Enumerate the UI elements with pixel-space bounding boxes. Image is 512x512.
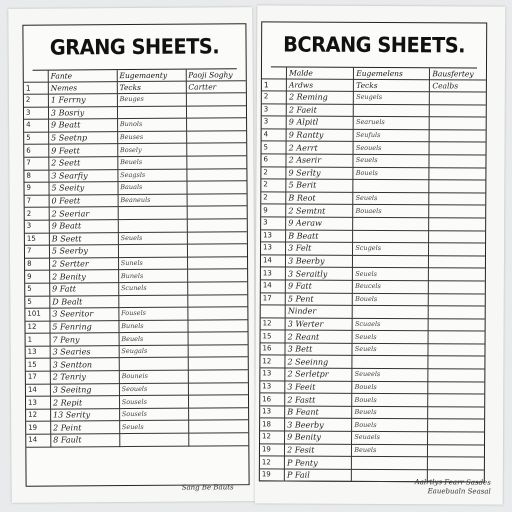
- row-extra: [187, 244, 247, 257]
- subheader-cell: Tecks: [117, 81, 186, 93]
- row-number: 3: [262, 103, 287, 116]
- row-number: 13: [260, 368, 285, 381]
- row-task: [352, 356, 428, 369]
- subheader-cell: 1: [24, 82, 48, 94]
- row-task: Seagsls: [118, 169, 187, 182]
- row-name: 9 Rantty: [286, 129, 353, 142]
- row-extra: [187, 219, 247, 232]
- left-sheet-table: [24, 69, 249, 447]
- row-extra: [430, 92, 486, 105]
- table-row: [261, 229, 485, 243]
- row-task: [119, 433, 188, 446]
- row-name: 2 Serletpr: [285, 368, 352, 381]
- row-number: 12: [260, 355, 285, 368]
- right-sheet-table: [260, 67, 486, 483]
- row-name: 5 Berit: [286, 179, 353, 192]
- row-task: Beuels: [118, 156, 187, 169]
- row-extra: [428, 381, 484, 394]
- row-task: Seugals: [119, 345, 188, 358]
- row-extra: [188, 420, 248, 433]
- row-number: 16: [260, 393, 285, 406]
- row-extra: [188, 408, 248, 421]
- row-name: 2 Tenriy: [50, 371, 119, 384]
- row-number: 2: [261, 192, 286, 205]
- row-name: 9 Benity: [285, 431, 352, 444]
- row-number: 2: [261, 179, 286, 192]
- row-name: B Beatt: [286, 230, 353, 243]
- row-name: P Fail: [284, 469, 351, 482]
- row-name: 9 Serlty: [286, 167, 353, 180]
- row-name: 2 Sertter: [49, 257, 118, 270]
- row-task: Seuels: [353, 192, 429, 205]
- row-number: 6: [261, 154, 286, 167]
- row-number: 3: [25, 220, 49, 233]
- row-extra: [187, 206, 247, 219]
- right-sheet-footer: [415, 478, 491, 496]
- row-extra: [187, 231, 247, 244]
- row-extra: [429, 331, 485, 344]
- row-task: [353, 217, 429, 230]
- table-row: [261, 217, 485, 231]
- right-footer-line-1: Aalrtlys Fearr Sasdes: [414, 478, 491, 487]
- row-task: Bunols: [117, 118, 186, 131]
- row-task: [118, 206, 187, 219]
- row-name: 2 Repit: [50, 396, 119, 409]
- row-name: P Penty: [285, 456, 352, 469]
- row-number: 19: [26, 422, 50, 435]
- table-row: [261, 267, 485, 281]
- row-number: 13: [26, 396, 50, 409]
- row-extra: [186, 105, 246, 118]
- row-number: 2: [25, 207, 49, 220]
- subheader-row: [24, 81, 246, 95]
- row-number: 5: [25, 296, 49, 309]
- row-task: Fousels: [119, 307, 188, 320]
- row-task: [118, 295, 187, 308]
- row-name: 2 Aerrt: [286, 141, 353, 154]
- table-row: [260, 406, 484, 420]
- table-row: [262, 103, 486, 117]
- row-name: 3 Bosriy: [48, 106, 117, 119]
- row-extra: [429, 180, 485, 193]
- table-row: [262, 91, 486, 105]
- row-task: Scugels: [353, 242, 429, 255]
- row-name: 2 Benity: [50, 270, 119, 283]
- row-name: 9 Beatt: [49, 220, 118, 233]
- row-number: 12: [25, 321, 49, 334]
- subheader-row: [262, 79, 486, 92]
- table-row: [260, 381, 484, 395]
- subheader-cell: Cartter: [186, 81, 246, 93]
- header-col-extra: Paoji Soghy: [186, 69, 246, 81]
- row-name: 3 Beerby: [285, 418, 352, 431]
- header-col-name: Malde: [287, 68, 354, 80]
- row-extra: [186, 143, 246, 156]
- table-row: [260, 456, 484, 470]
- row-task: Beuels: [119, 332, 188, 345]
- row-number: 15: [261, 330, 286, 343]
- row-task: Bouels: [352, 419, 428, 432]
- header-col-assignment: Eugemaenty: [117, 70, 186, 82]
- right-footer-line-2: Eauebualn Seasal: [427, 487, 491, 496]
- right-sheet-title: BCRANG SHEETS.: [271, 22, 477, 68]
- row-task: Seuels: [353, 268, 429, 281]
- table-row: [261, 318, 485, 332]
- row-task: Scuaels: [352, 318, 428, 331]
- table-row: [261, 166, 485, 180]
- row-number: 4: [262, 129, 287, 142]
- row-extra: [188, 357, 248, 370]
- row-name: 3 Seeritor: [50, 308, 119, 321]
- row-name: 5 Pent: [285, 293, 352, 306]
- row-task: [118, 219, 187, 232]
- row-name: 3 Searies: [50, 345, 119, 358]
- row-task: [352, 305, 428, 318]
- row-task: Seuels: [352, 331, 428, 344]
- row-task: Seuels: [119, 421, 188, 434]
- row-extra: [428, 356, 484, 369]
- row-number: 3: [261, 217, 286, 230]
- row-task: Bunels: [119, 320, 188, 333]
- row-name: Ninder: [285, 305, 352, 318]
- row-extra: [188, 382, 248, 395]
- row-name: 2 Semtnt: [286, 204, 353, 217]
- row-name: 2 Fastt: [285, 393, 352, 406]
- table-row: [260, 393, 484, 407]
- row-extra: [429, 155, 485, 168]
- row-number: 13: [26, 346, 50, 359]
- row-number: 14: [261, 255, 286, 268]
- row-extra: [188, 395, 248, 408]
- row-extra: [429, 142, 485, 155]
- row-extra: [430, 117, 486, 130]
- row-name: 5 Seerby: [49, 245, 118, 258]
- row-number: 18: [260, 418, 285, 431]
- table-row: [260, 443, 484, 457]
- row-extra: [188, 345, 248, 358]
- row-extra: [187, 294, 247, 307]
- row-number: 7: [25, 195, 49, 208]
- table-row: [261, 179, 485, 193]
- row-task: Seugels: [354, 91, 430, 104]
- row-extra: [429, 306, 485, 319]
- row-name: B Seett: [49, 232, 118, 245]
- row-name: 2 Peint: [51, 421, 120, 434]
- row-number: 5: [25, 283, 49, 296]
- row-number: 15: [25, 233, 49, 246]
- table-row: [262, 116, 486, 130]
- row-name: 0 Feett: [49, 194, 118, 207]
- table-row: [260, 343, 484, 357]
- row-extra: [429, 230, 485, 243]
- row-number: 4: [24, 119, 48, 132]
- table-row: [260, 431, 484, 445]
- table-row: [261, 292, 485, 306]
- row-number: 5: [24, 132, 48, 145]
- row-number: 9: [25, 270, 49, 283]
- row-extra: [429, 293, 485, 306]
- row-task: Beuels: [352, 444, 428, 457]
- row-number: 19: [260, 469, 285, 482]
- row-name: 3 Feeit: [285, 381, 352, 394]
- row-name: 2 Faeit: [286, 104, 353, 117]
- table-row: [261, 192, 485, 206]
- row-extra: [186, 168, 246, 181]
- row-task: Bouneis: [119, 370, 188, 383]
- subheader-cell: Nemes: [48, 82, 117, 94]
- row-number: 1: [26, 333, 50, 346]
- row-number: 14: [261, 280, 286, 293]
- row-name: 2 Reant: [285, 330, 352, 343]
- row-name: 2 Reming: [286, 91, 353, 104]
- row-number: 14: [26, 384, 50, 397]
- row-name: 3 Werter: [285, 318, 352, 331]
- subheader-cell: Tecks: [354, 79, 430, 91]
- row-name: 2 Seeriar: [49, 207, 118, 220]
- row-name: 9 Fatt: [50, 283, 119, 296]
- row-name: B Feant: [285, 406, 352, 419]
- row-task: Bouaels: [353, 205, 429, 218]
- row-task: [354, 104, 430, 117]
- row-extra: [428, 407, 484, 420]
- row-name: 9 Aeraw: [286, 217, 353, 230]
- row-name: 2 Aserir: [286, 154, 353, 167]
- row-extra: [188, 433, 248, 446]
- row-number: 7: [24, 157, 48, 170]
- left-grading-sheet: [22, 23, 249, 487]
- subheader-cell: Cealbs: [430, 80, 486, 92]
- row-name: 9 Beatt: [48, 119, 117, 132]
- row-task: Bouels: [352, 381, 428, 394]
- row-task: [353, 180, 429, 193]
- row-extra: [188, 332, 248, 345]
- row-task: Beaneuls: [118, 194, 187, 207]
- row-extra: [430, 130, 486, 143]
- row-task: Seouels: [119, 383, 188, 396]
- row-number: 19: [260, 443, 285, 456]
- row-task: Seouels: [353, 142, 429, 155]
- table-row: [26, 433, 248, 447]
- left-sheet-title: GRANG SHEETS.: [32, 24, 237, 70]
- row-number: [261, 305, 286, 318]
- row-extra: [187, 319, 247, 332]
- header-col-assignment: Eugemelens: [354, 68, 430, 80]
- right-grading-sheet: [259, 21, 487, 482]
- table-row: [260, 368, 484, 382]
- row-number: 16: [260, 343, 285, 356]
- row-extra: [188, 370, 248, 383]
- row-task: Seuels: [352, 343, 428, 356]
- row-name: 8 Fault: [51, 434, 120, 447]
- row-extra: [428, 369, 484, 382]
- row-extra: [186, 118, 246, 131]
- row-number: 101: [25, 308, 49, 321]
- row-number: 12: [26, 409, 50, 422]
- table-row: [261, 280, 485, 294]
- row-number: 13: [261, 267, 286, 280]
- row-name: 9 Fatt: [285, 280, 352, 293]
- row-extra: [186, 93, 246, 106]
- row-name: 3 Sentton: [50, 358, 119, 371]
- left-sheet-page: [8, 7, 255, 503]
- row-extra: [187, 256, 247, 269]
- row-task: Beuels: [352, 406, 428, 419]
- row-number: 5: [262, 141, 287, 154]
- table-row: [261, 330, 485, 344]
- row-task: Searuels: [353, 117, 429, 130]
- subheader-cell: 1: [262, 79, 287, 91]
- row-number: 3: [262, 116, 287, 129]
- row-task: Bosely: [117, 143, 186, 156]
- row-name: 9 Feett: [49, 144, 118, 157]
- row-number: 13: [260, 381, 285, 394]
- row-extra: [429, 205, 485, 218]
- header-col-extra: Bausfertey: [430, 68, 486, 80]
- row-name: 9 Alpitl: [286, 116, 353, 129]
- row-extra: [429, 193, 485, 206]
- row-task: [353, 230, 429, 243]
- row-number: 2: [24, 94, 48, 107]
- row-name: 13 Serity: [50, 408, 119, 421]
- row-name: 3 Bett: [285, 343, 352, 356]
- row-extra: [429, 281, 485, 294]
- row-extra: [429, 255, 485, 268]
- right-sheet-page: [255, 5, 506, 504]
- row-extra: [186, 156, 246, 169]
- table-row: [261, 204, 485, 218]
- row-task: Seufuls: [353, 129, 429, 142]
- row-number: 12: [261, 318, 286, 331]
- row-extra: [428, 457, 484, 470]
- header-row: [24, 69, 246, 82]
- row-number: 15: [26, 359, 50, 372]
- table-row: [262, 129, 486, 143]
- row-task: Sousels: [119, 408, 188, 421]
- row-name: 2 Fesit: [285, 444, 352, 457]
- row-number: 9: [24, 182, 48, 195]
- row-task: [353, 255, 429, 268]
- row-name: 2 Seeinng: [285, 355, 352, 368]
- row-extra: [428, 444, 484, 457]
- header-row: [262, 67, 486, 80]
- row-extra: [428, 344, 484, 357]
- row-extra: [428, 419, 484, 432]
- row-number: 17: [26, 371, 50, 384]
- row-extra: [430, 104, 486, 117]
- table-row: [262, 141, 486, 155]
- row-name: B Reot: [286, 192, 353, 205]
- row-name: 3 Seeitng: [50, 383, 119, 396]
- row-extra: [429, 268, 485, 281]
- row-number: 14: [26, 434, 50, 447]
- header-blank: [262, 67, 287, 79]
- table-row: [260, 355, 484, 369]
- row-number: 13: [261, 242, 286, 255]
- row-number: 12: [260, 431, 285, 444]
- row-number: 8: [24, 170, 48, 183]
- table-row: [261, 154, 485, 168]
- row-number: 2: [261, 166, 286, 179]
- row-name: 5 Seeity: [49, 182, 118, 195]
- row-number: 7: [25, 245, 49, 258]
- row-extra: [187, 282, 247, 295]
- table-row: [261, 305, 485, 319]
- row-name: 1 Ferrny: [48, 94, 117, 107]
- row-name: 3 Felt: [286, 242, 353, 255]
- row-task: Bauals: [118, 181, 187, 194]
- row-number: 17: [261, 292, 286, 305]
- row-task: [352, 457, 428, 470]
- row-number: 12: [260, 456, 285, 469]
- row-task: Scunels: [118, 282, 187, 295]
- row-number: 6: [24, 144, 48, 157]
- row-number: 3: [24, 107, 48, 120]
- row-task: Bunels: [118, 269, 187, 282]
- row-task: Beucels: [353, 280, 429, 293]
- row-name: 3 Searfiy: [49, 169, 118, 182]
- row-extra: [187, 181, 247, 194]
- row-extra: [429, 218, 485, 231]
- table-row: [260, 418, 484, 432]
- row-task: [119, 358, 188, 371]
- row-number: 9: [261, 204, 286, 217]
- row-name: 5 Fenring: [50, 320, 119, 333]
- row-number: 13: [261, 229, 286, 242]
- row-task: Sousels: [119, 395, 188, 408]
- row-extra: [428, 394, 484, 407]
- row-task: Bouels: [353, 293, 429, 306]
- row-task: Seuels: [118, 232, 187, 245]
- row-extra: [429, 318, 485, 331]
- row-extra: [429, 243, 485, 256]
- table-row: [261, 242, 485, 256]
- row-extra: [187, 269, 247, 282]
- row-task: Sunels: [118, 257, 187, 270]
- row-name: 3 Seraitly: [285, 267, 352, 280]
- left-sheet-footer: Sang Be Bauts: [181, 483, 234, 492]
- row-task: Beuses: [117, 131, 186, 144]
- row-task: Seuels: [353, 154, 429, 167]
- row-name: 5 Seetnp: [49, 131, 118, 144]
- row-extra: [187, 193, 247, 206]
- row-extra: [187, 307, 247, 320]
- row-extra: [429, 167, 485, 180]
- row-name: 3 Beerby: [286, 255, 353, 268]
- header-blank: [24, 71, 48, 83]
- row-task: Beuges: [117, 93, 186, 106]
- row-number: 8: [25, 258, 49, 271]
- row-task: Bouels: [352, 394, 428, 407]
- row-task: [117, 106, 186, 119]
- row-extra: [186, 130, 246, 143]
- row-extra: [428, 432, 484, 445]
- row-number: 13: [260, 406, 285, 419]
- row-task: [118, 244, 187, 257]
- row-name: 7 Peny: [50, 333, 119, 346]
- table-row: [261, 255, 485, 269]
- row-task: Seuaels: [352, 431, 428, 444]
- row-task: Bouels: [353, 167, 429, 180]
- row-number: 2: [262, 91, 287, 104]
- header-col-name: Fante: [48, 70, 117, 82]
- row-name: 2 Seett: [49, 157, 118, 170]
- subheader-cell: Ardws: [286, 79, 353, 91]
- row-task: Seueels: [352, 368, 428, 381]
- row-name: D Bealt: [50, 295, 119, 308]
